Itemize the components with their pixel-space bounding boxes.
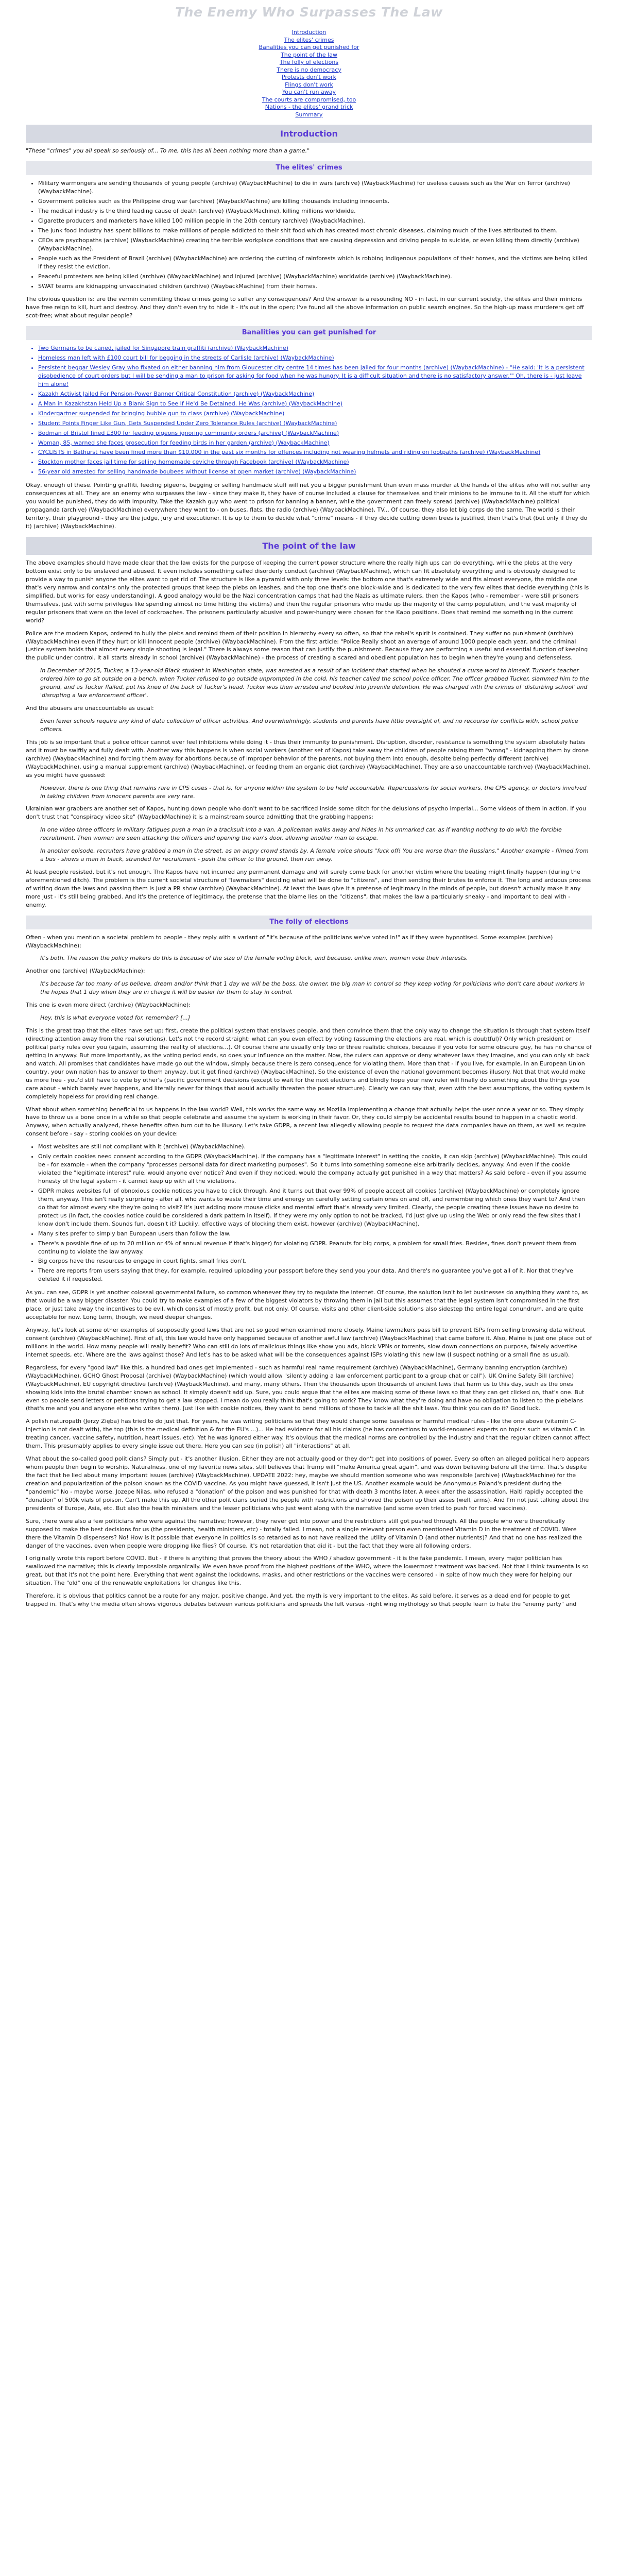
block-quote: However, there is one thing that remains rare in CPS cases - that is, for anyone within the system to be held accountable. Repercussions for social workers, the CPS agency, or doctors involved in taking children from innocent parents are very rare. (40, 784, 587, 800)
toc-link-introduction[interactable]: Introduction (291, 29, 327, 36)
list-item: • Only certain cookies need consent according to the GDPR (WaybackMachine). If the company has a "legitimate interest" in setting the cookie, it can skip (archive) (WaybackMachine). This could be - for example - when the company "processes personal data for direct marketing purposes". So it turns into something someone else arbitrarily decides, anyway. And even if the cookie violated the "legitimate interest" rule, would anyone ever notice? And even if they noticed, would the company actually get punished in a way that matters? As said before - even if you assume honesty of the legal system - it cannot keep up with all the violations. (38, 1153, 592, 1185)
toc-link-point-of-law[interactable]: The point of the law (281, 51, 337, 58)
block-quote: It's because far too many of us believe, dream and/or think that 1 day we will be the boss, the owner, the big man in control so they keep voting for politicians who don't care about workers in the hopes that 1 day when they are in charge it will be easier for them to stay in control. (40, 980, 585, 996)
elections-paragraph-7: Anyway, let's look at some other examples of supposedly good laws that are not so good when examined more closely. Maine lawmakers pass bill to prevent ISPs from selling browsing data without consent (archive) (WaybackMachine). First of all, this law would have only happened because of another awful law (archive) (WaybackMachine) that came before it. Also, Maine is just one place out of millions in the world. How many people will really benefit? Who can still do lots of malicious things like show you ads, block VPNs or torrents, slow down connections on purpose, falsely advertise internet speeds, etc. Where are the laws against those? And let's has to be asked what will be the consequences against ISPs violating this new law (I suspect nothing or a small fine as usual). (26, 1327, 592, 1358)
news-link-item[interactable]: • Stockton mother faces jail time for selling homemade ceviche through Facebook (archive) (WaybackMachine) (38, 458, 592, 466)
toc-link-protests[interactable]: Protests don't work (282, 74, 336, 81)
toc-link-elites-crimes[interactable]: The elites' crimes (284, 36, 334, 43)
list-item: • GDPR makes websites full of obnoxious cookie notices you have to click through. And it turns out that over 99% of people accept all cookies (archive) (WaybackMachine) or completely ignore them, anyway. This isn't really surprising - after all, who wants to waste their time and energy on carefully setting certain ones on and off, and remembering which ones they want to? And then do that for almost every site they're going to visit? It's just adding more mouse clicks and mental effort that's already very limited. Clearly, the people creating these issues have no desire to protect us (in fact, the cookies notice could be considered a dark pattern in itself). If they were my only option to not be tracked, I'd just give up using the Web or only read the few sites that I know don't include them. Sounds fun, doesn't it? Luckily, effective ways of blocking them exist, however (archive) (WaybackMachine). (38, 1187, 592, 1228)
elites-crimes-heading: The elites' crimes (26, 161, 592, 175)
elections-paragraph-2: Another one (archive) (WaybackMachine): (26, 968, 145, 975)
news-link-item[interactable]: • CYCLISTS in Bathurst have been fined more than $10,000 in the past six months for offences including not wearing helmets and riding on footpaths (archive) (WaybackMachine) (38, 448, 592, 456)
list-item: • Peaceful protesters are being killed (archive) (WaybackMachine) and injured (archive) (WaybackMachine) worldwide (archive) (WaybackMachine). (38, 273, 592, 281)
list-item: • There's a possible fine of up to 20 million or 4% of annual revenue if that's bigger) for violating GDPR. Peanuts for big corps, a problem for small fries. Besides, fines don't prevent them from continuing to violate the law anyway. (38, 1240, 592, 1256)
toc-link-no-democracy[interactable]: There is no democracy (277, 66, 341, 73)
list-item: • Government policies such as the Philippine drug war (archive) (WaybackMachine) are killing thousands including innocents. (38, 197, 592, 206)
news-link-item[interactable]: • Woman, 85, warned she faces prosecution for feeding birds in her garden (archive) (WaybackMachine) (38, 439, 592, 447)
list-item: • CEOs are psychopaths (archive) (WaybackMachine) creating the terrible workplace conditions that are causing depression and driving people to suicide, or even killing them directly (archive) (WaybackMachine). (38, 236, 592, 253)
elections-paragraph-3: This one is even more direct (archive) (WaybackMachine): (26, 1002, 191, 1009)
list-item: • The junk food industry has spent billions to make millions of people addicted to their shit food which has created most chronic diseases, claiming much of the lives attributed to them. (38, 227, 592, 235)
banalities-heading: Banalities you can get punished for (26, 326, 592, 340)
block-quote: Even fewer schools require any kind of data collection of officer activities. And overwhelmingly, students and parents have little oversight of, and no recourse for conflicts with, school police officers. (40, 718, 578, 733)
elections-paragraph-6: As you can see, GDPR is yet another colossal governmental failure, so common whenever they try to regulate the internet. Of course, the solution isn't to let businesses do anything they want to, as that would be a way bigger disaster. You could try to make examples of a few of the biggest violators by throwing them in jail but this assumes that the legal system isn't compromised in the first place, or just take away the incentives to be evil, which consist of mostly profit, but not only. Of course, visits and other client-side solutions also sidestep the entire legal conundrum, and are quite acceptable for now. Long term, though, we need deeper changes. (26, 1289, 588, 1321)
elections-paragraph-11: Sure, there were also a few politicians who were against the narrative; however, they never got into power and the restrictions still got pushed through. All the people who were theoretically supposed to make the best decisions for us (the presidents, health ministers, etc) - totally failed. I mean, not a single relevant person even mentioned Vitamin D in the treatment of COVID. Were there the Vitamin D dispensers? No! How is it possible that everyone in politics is so retarded as to not have realized the utility of Vitamin D (and other nutrients)? And that no one has realized the danger of the vaccines, even when people were dropping like flies? Of course, it's not retardation that did it - but the fact that they were all following orders. (26, 1517, 582, 1549)
toc-link-nations[interactable]: Nations - the elites' grand trick (265, 104, 353, 111)
block-quote: It's both. The reason the policy makers do this is because of the size of the female voting block, and because, unlike men, women vote their interests. (40, 955, 468, 962)
site-title: The Enemy Who Surpasses The Law (175, 5, 443, 20)
elections-paragraph-5: What about when something beneficial to us happens in the law world? Well, this works the same way as Mozilla implementing a change that actually helps the user once a year or so. They simply have to throw us a bone once in a while so that people celebrate and assume the system is working in their favor. Or, they could simply be accidental results bound to happen in a chaotic world. Anyway, when actually analyzed, these benefits often turn out to be illusory. Let's take GDPR, a recent law allegedly allowing people to request the data companies have on them, as well as require consent before - say - storing cookies on your device: (26, 1106, 586, 1138)
list-item: • Military warmongers are sending thousands of young people (archive) (WaybackMachine) to die in wars (archive) (WaybackMachine) for useless causes such as the War on Terror (archive) (WaybackMachine). (38, 179, 592, 196)
block-quote: In another episode, recruiters have grabbed a man in the street, as an angry crowd stands by. A female voice shouts "fuck off! You are worse than the Russians." Another example - filmed from a bus - shows a man in black, stranded for recruitment - push the officer to the ground, then run away. (40, 848, 589, 863)
list-item: • Most websites are still not compliant with it (archive) (WaybackMachine). (38, 1143, 592, 1151)
introduction-heading: Introduction (26, 125, 592, 143)
point-paragraph-3: And the abusers are unaccountable as usual: (26, 705, 154, 712)
list-item: • Many sites prefer to simply ban European users than follow the law. (38, 1230, 592, 1238)
point-paragraph-2: Police are the modern Kapos, ordered to bully the plebs and remind them of their position in hierarchy every so often, so that the rebel's spirit is contained. They suffer no punishment (archive) (WaybackMachine) even if they hurt or kill innocent people (archive) (WaybackMachine). From the first article: "Police Really shoot an average of around 1000 people each year, and the criminal justice system holds that almost every single shooting is legal." There is always some reason that can justify the punishment. Because they are performing a useful and essential function of keeping the public under control. It all starts already in school (archive) (WaybackMachine) - the process of creating a scared and obedient population has to begin when they're young and defenseless. (26, 630, 588, 662)
introduction-epigraph: "These "crimes" you all speak so seriously of... To me, this has all been nothing more than a game." (26, 147, 310, 155)
toc-link-courts[interactable]: The courts are compromised, too (262, 96, 356, 103)
news-link-item[interactable]: • Persistent beggar Wesley Gray who fixated on either banning him from Gloucester city centre 14 times has been jailed for four months (archive) (WaybackMachine) - "He said: 'It is a persistent disobedience of court orders but I will be sending a man to prison for asking for food when he was hungry. It is a difficult situation and there is no satisfactory answer.'" Oh, there is - just leave him alone! (38, 364, 592, 388)
point-paragraph-1: The above examples should have made clear that the law exists for the purpose of keeping the current power structure where the really high ups can do everything, while the plebs at the very bottom exist only to be enslaved and abused. It even includes something called disorderly conduct (archive) (WaybackMachine), which can fit absolutely everything and is obviously designed to provide a way to punish anyone the elites want to get rid of. The structure is like a pyramid with only three levels: the bottom one that's extremely wide and fits almost everyone, the middle one that's very narrow and contains only the protected groups that keep the plebs on leashes, and the top one that's one block-wide and is dedicated to the very few elites that decide everything (this is simplified, but works for easy understanding). A good analogy would be the Nazi concentration camps that had the Nazis as ultimate rulers, then the Kapos (who - remember - were still prisoners themselves, just with some privileges like spending almost no time hitting the victims) and then the regular prisoners who made up the majority of the camp population, and the vast majority of regular prisoners that were on the level of cockroaches. The prisoners particularly abusive and power-hungry were chosen for the Kapo positions. Does that remind me something in the current world? (26, 560, 589, 624)
toc-link-banalities[interactable]: Banalities you can get punished for (259, 44, 359, 51)
news-link-item[interactable]: • 56-year old arrested for selling handmade boubees without license at open market (archive) (WaybackMachine) (38, 468, 592, 476)
block-quote: Hey, this is what everyone voted for, remember? [...] (40, 1014, 191, 1022)
list-item: • SWAT teams are kidnapping unvaccinated children (archive) (WaybackMachine) from their homes. (38, 282, 592, 291)
block-quote: In December of 2015, Tucker, a 13-year-old Black student in Washington state, was arrested as a result of an incident that started when he shouted a curse word to himself. Tucker's teacher ordered him to go sit outside on a bench, when Tucker refused to go outside unprompted in the cold, his teacher called the school police officer. The officer grabbed Tucker, slammed him to the ground, and as Tucker flailed, put his knee of the back of Tucker's head. Tucker was then arrested and booked into juvenile detention. He was charged with the crimes of 'disturbing school' and 'disrupting a law enforcement officer'. (40, 667, 589, 699)
news-link-item[interactable]: • Homeless man left with £100 court bill for begging in the streets of Carlisle (archive) (WaybackMachine) (38, 354, 592, 362)
elites-paragraph: The obvious question is: are the vermin committing those crimes going to suffer any consequences? And the answer is a resounding NO - in fact, in our current society, the elites and their minions have free reign to kill, hurt and destroy. And they don't even try to hide it - it's out in the open; I've found all the above information on public search engines. So the high-up mass murderers get off scot-free; what about regular people? (26, 296, 584, 319)
elections-paragraph-12: I originally wrote this report before COVID. But - if there is anything that proves the theory about the WHO / shadow government - it is the fake pandemic. I mean, every major politician has swallowed the narrative; this is clearly impossible organically. We even have proof from the highest positions of the WHO, where the lowermost treatment was backed. Not that I think taxmenta is so great, but that it's not the point here. Everything that went against the lockdowns, masks, and other restrictions or the vaccines were censored - in spite of how much they were for helping our situation. The "old" one of the renewable exploitations for changes like this. (26, 1555, 589, 1587)
toc-link-summary[interactable]: Summary (295, 111, 323, 118)
toc-link-flings[interactable]: Flings don't work (285, 81, 333, 88)
elections-paragraph-13: Therefore, it is obvious that politics cannot be a route for any major, positive change. And yet, the myth is very important to the elites. As said before, it serves as a dead end for people to get trapped in. That's why the media often shows vigorous debates between various politicians and spreads the left versus -right wing mythology so that people learn to hate the "enemy party" and (26, 1592, 577, 1608)
news-link-item[interactable]: • Kindergartner suspended for bringing bubble gun to class (archive) (WaybackMachine) (38, 410, 592, 418)
table-of-contents (26, 29, 592, 118)
elections-paragraph-9: A polish naturopath (Jerzy Zięba) has tried to do just that. For years, he was writing politicians so that they would change some baseless or harmful medical rules - like the one above (vitamin C-injection is not dealt with), the top (this is the medical definition & for the EU's ...)... He had evidence for all his claims (he has connections to world-renowned experts on topics such as vitamin C in treating cancer, vaccine safety, nutrition, heart issues, etc). Yet he was ignored either way. It's obvious that the medical norms are controlled by the industry and that the regular citizen cannot affect them. This presumably applies to every single issue out there. Here you can see (in polish) all "interactions" at all. (26, 1418, 591, 1450)
news-link-item[interactable]: • A Man in Kazakhstan Held Up a Blank Sign to See If He'd Be Detained. He Was (archive) (WaybackMachine) (38, 400, 592, 408)
list-item: • The medical industry is the third leading cause of death (archive) (WaybackMachine), killing millions worldwide. (38, 207, 592, 215)
banalities-list (26, 344, 592, 476)
list-item: • There are reports from users saying that they, for example, required uploading your passport before they send you your data. And there's no guarantee you've got all of it. Nor that they've deleted it if requested. (38, 1267, 592, 1283)
block-quote: In one video three officers in military fatigues push a man in a tracksuit into a van. A policeman walks away and hides in his unmarked car, as if wanting nothing to do with the forcible recruitment. Then women are seen attacking the officers and opening the van's door, allowing another man to escape. (40, 826, 562, 842)
elections-paragraph-1: Often - when you mention a societal problem to people - they reply with a variant of "it's because of the politicians we've voted in!" as if they were hypnotised. Some examples (archive) (WaybackMachine): (26, 934, 553, 949)
elections-paragraph-4: This is the great trap that the elites have set up: first, create the political system that enslaves people, and then convince them that the only way to change the situation is through that system itself (directing attention away from the real solutions). Let's not the record straight: what can you even effect by voting (assuming the elections are real, which is doubtful)? Only which president or political party rules over you (again, assuming the reality of elections...). Of course there are usually only two or three realistic choices, because if you vote for some obscure guy, he has no chance of getting in anyway. But more importantly, as the voting period ends, so does your influence on the matter. Now, the rulers can approve or deny whatever laws they imagine, and you can only sit back and watch. All promises that candidates have made go out the window, simply because there is zero consequence for violating them. More than that - if you live, for example, in an European Union country, your own nation has to answer to them anyway, but it get fined (archive) (WaybackMachine). So the existence of even the national government becomes illusory. Not that that would make us more free - you'd still have to vote by other's (pacific government decisions (except to wait for the next elections and blindly hope your new ruler will finally do something about the things you care about - which barely ever happens, and literally never for things that would actually threaten the power structure). Clearly we can say that, even with the best assumptions, the voting system is completely hopeless for providing real change. (26, 1027, 592, 1100)
toc-link-cant-run-away[interactable]: You can't run away (282, 89, 336, 96)
news-link-item[interactable]: • Student Points Finger Like Gun, Gets Suspended Under Zero Tolerance Rules (archive) (WaybackMachine) (38, 419, 592, 428)
gdpr-list (26, 1143, 592, 1283)
list-item: • People such as the President of Brazil (archive) (WaybackMachine) are ordering the cutting of rainforests which is robbing indigenous populations of their homes, and the victims are being killed if they resist the eviction. (38, 255, 592, 271)
point-paragraph-6: At least people resisted, but it's not enough. The Kapos have not incurred any permanent damage and will surely come back for another victim where the beating might finally happen (during the aforementioned ditch). The problem is the current societal structure of "lawmakers" deciding what will be done to "citizens", and then sending their brutes to enforce it. The long and arduous process of writing down the laws and passing them is just a PR show (archive) (WaybackMachine). At least the laws give it a pretense of legitimacy in the minds of people, but doesn't actually make it any more just - it's still being grabbed. And it's the pretence of legitimacy, the pretense that the blame lies on the "citizens", that makes the law a particularly sneaky - and important to deal with - enemy. (26, 869, 591, 908)
toc-link-folly-of-elections[interactable]: The folly of elections (279, 59, 339, 66)
point-paragraph-4: This job is so important that a police officer cannot ever feel inhibitions while doing it - thus their immunity to punishment. Disruption, disorder, resistance is something the system absolutely hates and it must be swiftly and fully dealt with. Another way this happens is when social workers (another set of Kapos) take away the children of people raising them "wrong" - kidnapping them by drone (archive) (WaybackMachine) and forcing them away for abortions because of improper behavior of the parents, not buying them into enough, despite being perfectly different (archive) (WaybackMachine), using a manual supplement (archive) (WaybackMachine), or feeding them an organic diet (archive) (WaybackMachine). They are also unaccountable (archive) (WaybackMachine), as you might have guessed: (26, 738, 590, 778)
elections-paragraph-8: Regardless, for every "good law" like this, a hundred bad ones get implemented - such as harmful real name requirement (archive) (WaybackMachine), Germany banning encryption (archive) (WaybackMachine), GCHQ Ghost Proposal (archive) (WaybackMachine) (which would allow "silently adding a law enforcement participant to a group chat or call"), UK Online Safety Bill (archive) (WaybackMachine), EU copyright directive (archive) (WaybackMachine), and many, many others. Then the thousands upon thousands of ancient laws that harm us to this day, such as the ones showing kids into the brutal chamber known as school. It simply doesn't add up. Sure, you could argue that the elites are making some of these laws so that they can get clicked on, that's one. But even so people send letters or petitions trying to get a law stopped. I mean do you really think that's going to work? They know what they're doing and have no obligation to listen to the plebeians (that's me and you and anyone else who writes them). Just like with cookie notices, they want to bend millions of those to tackle all the shit laws. You think you can do it? Good luck. (26, 1364, 585, 1412)
elections-heading: The folly of elections (26, 916, 592, 929)
point-paragraph-5: Ukrainian war grabbers are another set of Kapos, hunting down people who don't want to be sacrificed inside some ditch for the delusions of psycho imperial... Some videos of them in action. If you don't trust that "conspiracy video site" (WaybackMachine) it is a mainstream source admitting that the grabbing happens: (26, 805, 586, 821)
list-item: • Big corpos have the resources to engage in court fights, small fries don't. (38, 1257, 592, 1265)
page (26, 0, 592, 1608)
banalities-paragraph: Okay, enough of these. Pointing graffiti, feeding pigeons, begging or selling handmade stuff will net you a bigger punishment than even mass murder at the hands of the elites who will not suffer any consequences at all. They are an enemy who surpasses the law - since they make it, they have of course included a clause for themselves and their minions to be immune to it. All the stuff for which you would be punished, they do with impunity. Take the Kazakh guy who went to prison for banning a banner, while the government can freely spread (archive) (WaybackMachine) political propaganda (archive) (WaybackMachine) everywhere they want to - on buses, flats, the radio (archive) (WaybackMachine), TV... Of course, they also let big corps do the same. The world is their territory, their playground - they are the judge, jury and executioner. It is up to them to decide what "crime" means - if they decide cutting down trees is justified, then that's that (but only if they do it) (archive) (WaybackMachine). (26, 482, 591, 530)
elites-crimes-list (26, 179, 592, 290)
elections-paragraph-10: What about the so-called good politicians? Simply put - it's another illusion. Either they are not actually good or they don't get into positions of power. Every so often an alleged political hero appears whom people then begin to worship. Naturalness, one of my favorite news sites, still believes that Trump will "make America great again", and was down believing before all the time. That's despite the fact that he lied about many important issues (archive) (WaybackMachine). UPDATE 2022: hey, maybe we should mention someone who was responsible (archive) (WaybackMachine) for the creation and popularization of the poison known as the COVID vaccine. As you might have guessed, it isn't just the US. Another example would be Anonymous Poland's president during the "pandemic" No - maybe worse. Jozepe Nilas, who refused a "donation" of the poison and was punished for that with death 3 months later. A week after the assassination, Haiti rapidly accepted the "donation" of 500k vials of poison. Can't make this up. All the other politicians buried the people with restrictions and shoved the poison up their asses (well, arms). And I'm not just talking about the presidents of Europe, Asia, etc. But also the health ministers and the lesser politicians who just went along with the narrative (and some even tried to push for forced vaccines). (26, 1455, 590, 1512)
news-link-item[interactable]: • Kazakh Activist Jailed For Pension-Power Banner Critical Constitution (archive) (WaybackMachine) (38, 390, 592, 398)
point-of-law-heading: The point of the law (26, 537, 592, 555)
news-link-item[interactable]: • Two Germans to be caned, jailed for Singapore train graffiti (archive) (WaybackMachine) (38, 344, 592, 352)
news-link-item[interactable]: • Bodman of Bristol fined £300 for feeding pigeons ignoring community orders (archive) (WaybackMachine) (38, 429, 592, 437)
list-item: • Cigarette producers and marketers have killed 100 million people in the 20th century (archive) (WaybackMachine). (38, 217, 592, 225)
